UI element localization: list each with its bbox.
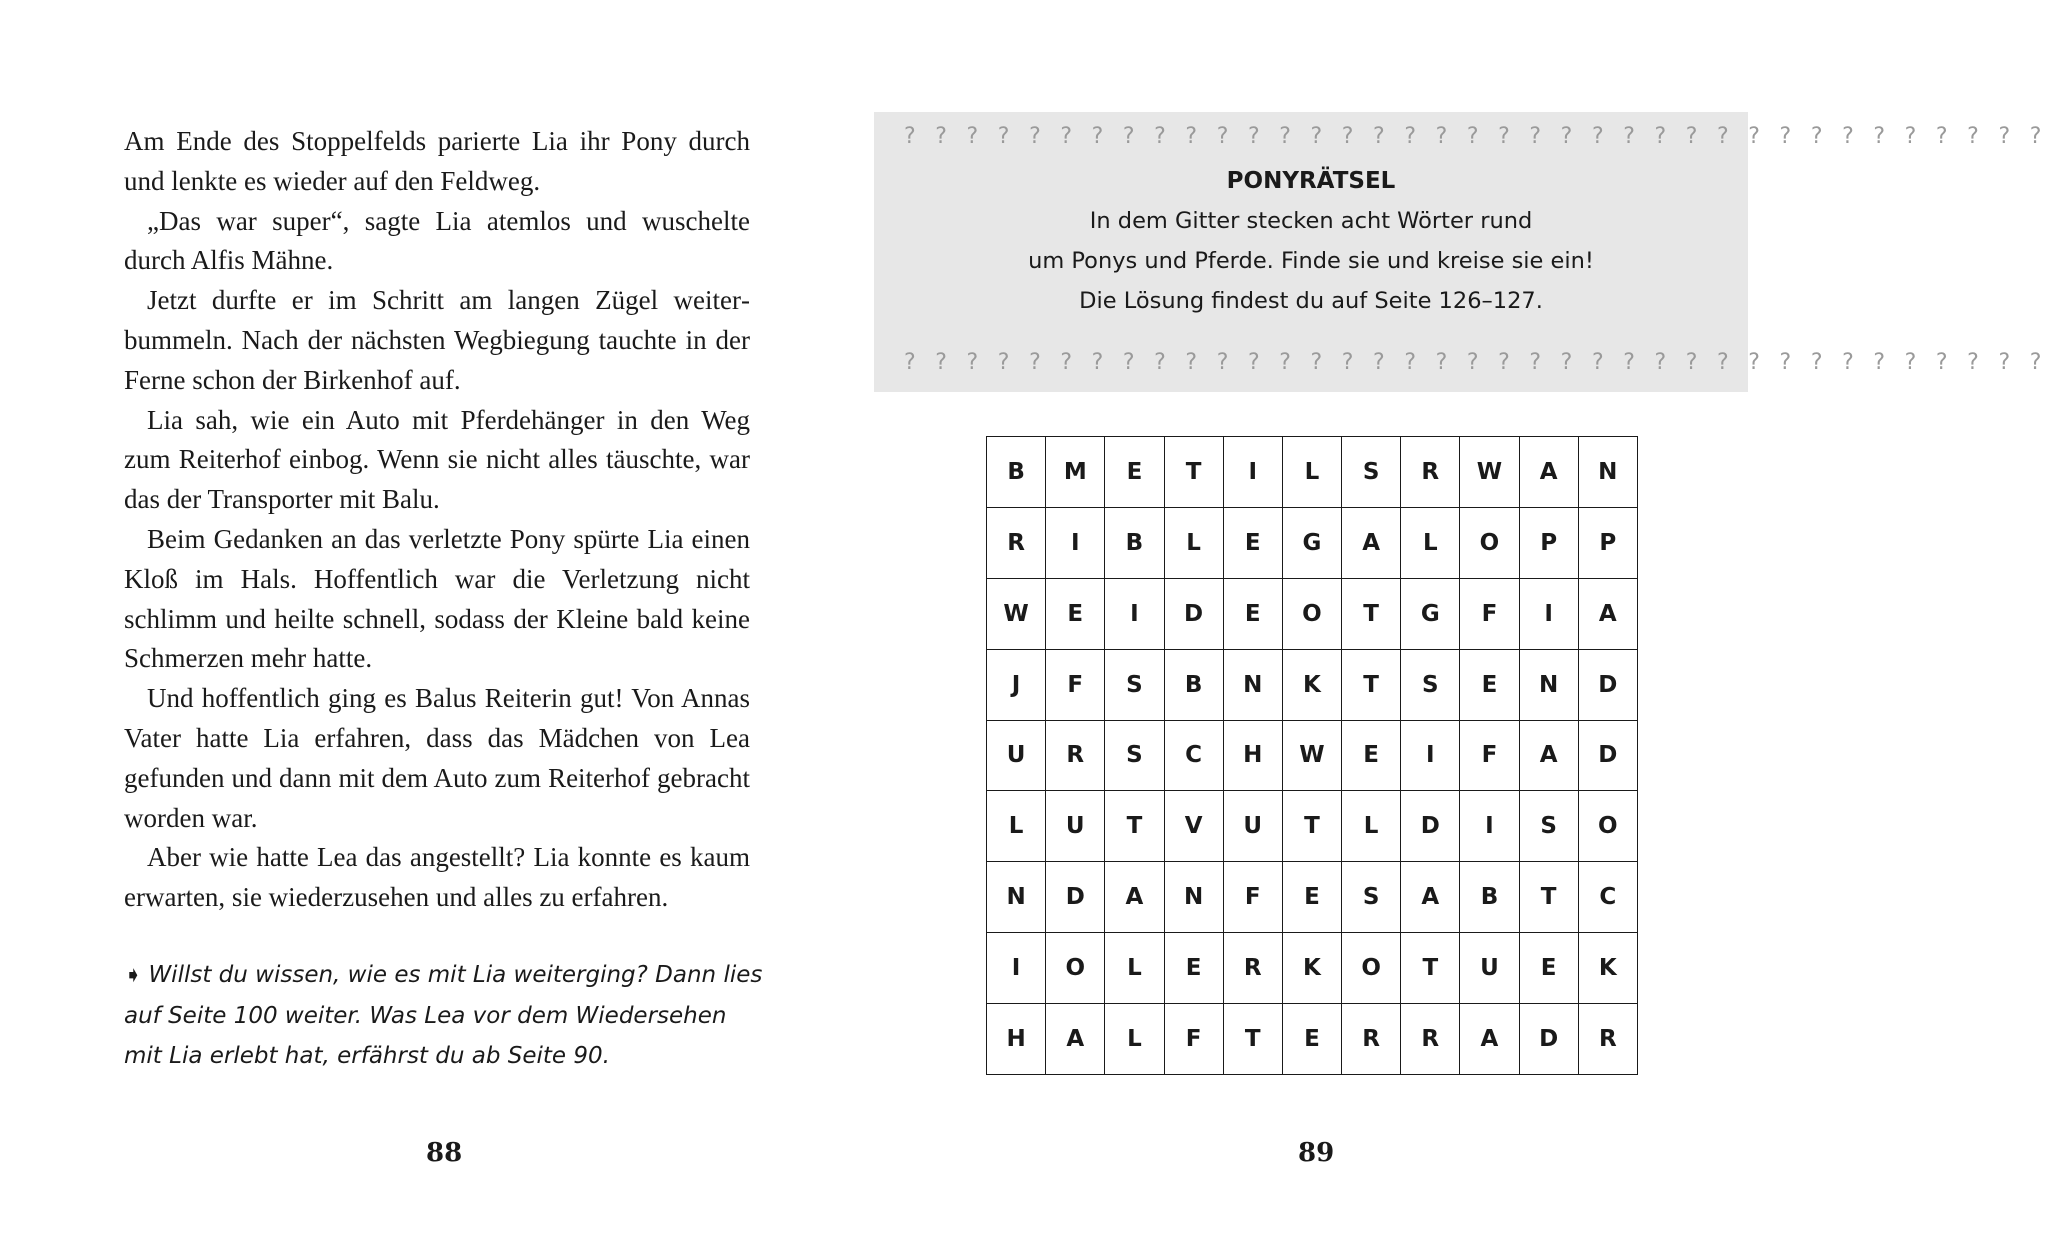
grid-cell[interactable]: E [1283,862,1342,933]
grid-cell[interactable]: E [1283,1004,1342,1075]
note-text: Willst du wissen, wie es mit Lia weiterging? Dann lies auf Seite 100 weiter. Was Lea vor dem Wiedersehen mit Lia erlebt hat, erfährst du ab Seite 90. [124,962,763,1069]
grid-cell[interactable]: D [1165,579,1224,650]
grid-cell[interactable]: B [987,437,1046,508]
grid-cell[interactable]: A [1401,862,1460,933]
grid-cell[interactable]: O [1283,579,1342,650]
grid-cell[interactable]: R [1342,1004,1401,1075]
grid-cell[interactable]: E [1460,650,1519,721]
grid-cell[interactable]: O [1046,933,1105,1004]
grid-cell[interactable]: I [1520,579,1579,650]
grid-cell[interactable]: L [987,791,1046,862]
story-paragraph: „Das war super“, sagte Lia atemlos und wuschelte durch Alfis Mähne. [124,205,750,276]
grid-cell[interactable]: H [1224,721,1283,792]
grid-cell[interactable]: A [1342,508,1401,579]
grid-cell[interactable]: L [1105,933,1164,1004]
question-mark-border-bottom: ? ? ? ? ? ? ? ? ? ? ? ? ? ? ? ? ? ? ? ? ? ? ? ? ? ? ? ? ? ? ? ? ? ? ? ? ? [904,350,2048,375]
grid-cell[interactable]: R [1401,437,1460,508]
page-number-right: 89 [1298,1138,1335,1168]
grid-cell[interactable]: S [1105,650,1164,721]
grid-cell[interactable]: I [1046,508,1105,579]
grid-cell[interactable]: S [1520,791,1579,862]
grid-cell[interactable]: V [1165,791,1224,862]
grid-cell[interactable]: E [1520,933,1579,1004]
grid-cell[interactable]: L [1283,437,1342,508]
grid-cell[interactable]: T [1401,933,1460,1004]
question-mark-border-top: ? ? ? ? ? ? ? ? ? ? ? ? ? ? ? ? ? ? ? ? ? ? ? ? ? ? ? ? ? ? ? ? ? ? ? ? ? [904,124,2048,149]
grid-cell[interactable]: K [1283,933,1342,1004]
grid-cell[interactable]: G [1283,508,1342,579]
grid-cell[interactable]: I [987,933,1046,1004]
grid-cell[interactable]: O [1460,508,1519,579]
grid-cell[interactable]: W [1283,721,1342,792]
grid-cell[interactable]: A [1046,1004,1105,1075]
grid-cell[interactable]: T [1520,862,1579,933]
grid-cell[interactable]: U [1460,933,1519,1004]
grid-cell[interactable]: D [1520,1004,1579,1075]
puzzle-instruction-line: In dem Gitter stecken acht Wörter rund [1089,208,1533,234]
grid-cell[interactable]: B [1105,508,1164,579]
grid-cell[interactable]: A [1460,1004,1519,1075]
grid-cell[interactable]: R [1401,1004,1460,1075]
grid-cell[interactable]: F [1165,1004,1224,1075]
left-page [0,0,874,1240]
grid-cell[interactable]: S [1342,862,1401,933]
grid-cell[interactable]: L [1342,791,1401,862]
grid-cell[interactable]: D [1579,650,1638,721]
story-paragraph: Aber wie hatte Lea das angestellt? Lia konnte es kaum erwarten, sie wiederzusehen und alles zu erfahren. [124,842,750,913]
grid-cell[interactable]: R [1224,933,1283,1004]
puzzle-title: PONYRÄTSEL [1226,168,1396,194]
arrow-icon: ➧ [124,963,143,988]
grid-cell[interactable]: C [1579,862,1638,933]
grid-cell[interactable]: P [1520,508,1579,579]
puzzle-header-box [874,112,2048,392]
word-search-grid [986,436,1638,1075]
page-number-left: 88 [426,1138,463,1168]
grid-cell[interactable]: J [987,650,1046,721]
grid-cell[interactable]: P [1579,508,1638,579]
puzzle-instruction-line: Die Lösung findest du auf Seite 126–127. [1079,288,1543,314]
story-paragraph: Beim Gedanken an das verletzte Pony spürte Lia einen Kloß im Hals. Hoffentlich war die Verletzung nicht schlimm und heilte schnell, sodass der Kleine bald keine Schmerzen mehr hatte. [124,523,750,674]
grid-cell[interactable]: N [1579,437,1638,508]
grid-cell[interactable]: L [1165,508,1224,579]
grid-cell[interactable]: L [1401,508,1460,579]
grid-cell[interactable]: W [1460,437,1519,508]
grid-cell[interactable]: A [1579,579,1638,650]
grid-cell[interactable]: A [1520,437,1579,508]
story-paragraph: Und hoffentlich ging es Balus Reiterin gut! Von Annas Vater hatte Lia erfahren, dass das Mädchen von Lea gefunden und dann mit dem Auto zum Reiterhof gebracht worden war. [124,683,750,833]
grid-cell[interactable]: F [1460,579,1519,650]
grid-cell[interactable]: N [1224,650,1283,721]
grid-cell[interactable]: R [1579,1004,1638,1075]
grid-cell[interactable]: B [1460,862,1519,933]
grid-cell[interactable]: T [1283,791,1342,862]
grid-cell[interactable]: E [1105,437,1164,508]
grid-cell[interactable]: D [1046,862,1105,933]
grid-cell[interactable]: T [1224,1004,1283,1075]
continue-reading-note [124,955,764,1076]
grid-cell[interactable]: S [1401,650,1460,721]
grid-cell[interactable]: B [1165,650,1224,721]
grid-cell[interactable]: F [1046,650,1105,721]
grid-cell[interactable]: N [987,862,1046,933]
grid-cell[interactable]: U [1224,791,1283,862]
grid-cell[interactable]: O [1342,933,1401,1004]
grid-cell[interactable]: I [1224,437,1283,508]
grid-cell[interactable]: U [1046,791,1105,862]
grid-cell[interactable]: A [1105,862,1164,933]
grid-cell[interactable]: E [1224,579,1283,650]
grid-cell[interactable]: S [1105,721,1164,792]
grid-cell[interactable]: R [1046,721,1105,792]
grid-cell[interactable]: W [987,579,1046,650]
story-paragraph: Am Ende des Stoppelfelds parierte Lia ihr Pony durch und lenkte es wieder auf den Feldweg. [124,126,750,196]
story-text [124,122,750,918]
grid-cell[interactable]: R [987,508,1046,579]
grid-cell[interactable]: A [1520,721,1579,792]
grid-cell[interactable]: S [1342,437,1401,508]
grid-cell[interactable]: F [1224,862,1283,933]
grid-cell[interactable]: T [1342,579,1401,650]
grid-cell[interactable]: O [1579,791,1638,862]
grid-cell[interactable]: C [1165,721,1224,792]
grid-cell[interactable]: I [1401,721,1460,792]
grid-cell[interactable]: H [987,1004,1046,1075]
grid-cell[interactable]: N [1520,650,1579,721]
grid-cell[interactable]: T [1342,650,1401,721]
puzzle-instruction-line: um Ponys und Pferde. Finde sie und kreise sie ein! [1028,248,1594,274]
grid-cell[interactable]: N [1165,862,1224,933]
grid-cell[interactable]: E [1342,721,1401,792]
grid-cell[interactable]: E [1165,933,1224,1004]
grid-cell[interactable]: F [1460,721,1519,792]
grid-cell[interactable]: L [1105,1004,1164,1075]
grid-cell[interactable]: K [1579,933,1638,1004]
grid-cell[interactable]: K [1283,650,1342,721]
grid-cell[interactable]: I [1460,791,1519,862]
grid-cell[interactable]: I [1105,579,1164,650]
grid-cell[interactable]: D [1401,791,1460,862]
grid-cell[interactable]: E [1046,579,1105,650]
grid-cell[interactable]: G [1401,579,1460,650]
grid-cell[interactable]: M [1046,437,1105,508]
grid-cell[interactable]: T [1165,437,1224,508]
story-paragraph: Lia sah, wie ein Auto mit Pferdehänger in den Weg zum Reiterhof einbog. Wenn sie nicht alles täuschte, war das der Transporter mit Balu. [124,404,750,515]
grid-cell[interactable]: U [987,721,1046,792]
grid-cell[interactable]: E [1224,508,1283,579]
story-paragraph: Jetzt durfte er im Schritt am langen Zügel weiterbummeln. Nach der nächsten Wegbiegung tauchte in der Ferne schon der Birkenhof auf. [124,285,750,395]
grid-cell[interactable]: T [1105,791,1164,862]
grid-cell[interactable]: D [1579,721,1638,792]
